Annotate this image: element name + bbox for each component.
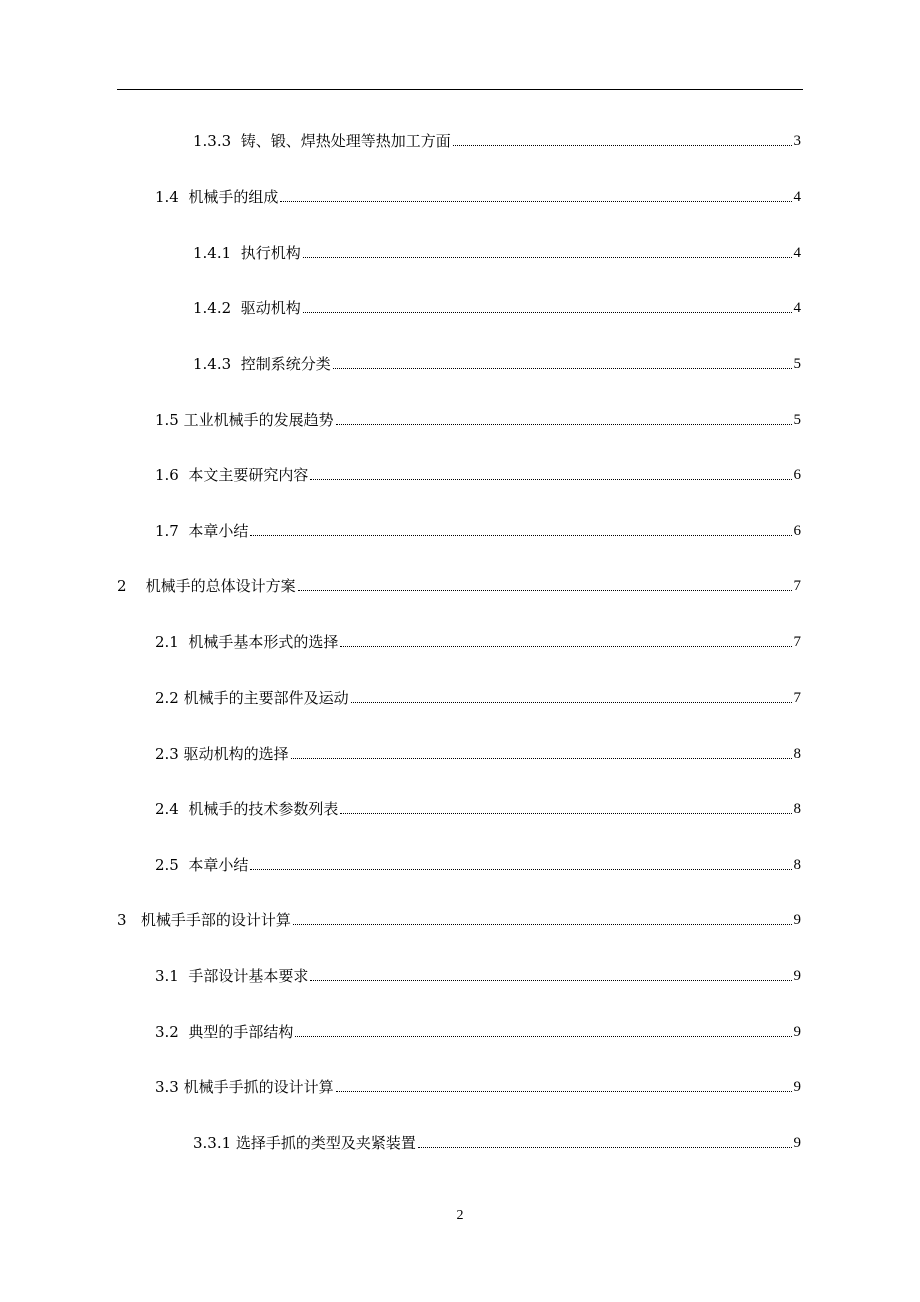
header-rule: [117, 89, 803, 90]
toc-entry[interactable]: [117, 906, 801, 930]
toc-dot-leader: [295, 1036, 791, 1037]
toc-entry-page: 5: [793, 356, 801, 372]
toc-entry[interactable]: [155, 461, 801, 485]
toc-entry[interactable]: [155, 851, 801, 875]
toc-entry[interactable]: [155, 183, 801, 207]
toc-entry[interactable]: [193, 1129, 801, 1153]
toc-entry[interactable]: [155, 1018, 801, 1042]
toc-entry-page: 9: [793, 1079, 801, 1095]
toc-dot-leader: [291, 758, 792, 759]
toc-entry-page: 8: [793, 746, 801, 762]
toc-entry-label: 1.7 本章小结: [155, 522, 249, 540]
toc-entry-page: 7: [793, 634, 801, 650]
toc-dot-leader: [351, 702, 792, 703]
toc-dot-leader: [336, 424, 792, 425]
toc-dot-leader: [250, 869, 791, 870]
toc-dot-leader: [333, 368, 792, 369]
toc-entry[interactable]: [117, 572, 801, 596]
toc-entry-label: 3.2 典型的手部结构: [155, 1023, 294, 1041]
page-number: 2: [456, 1208, 464, 1223]
toc-entry-page: 8: [793, 857, 801, 873]
toc-entry-page: 3: [793, 133, 801, 149]
toc-entry-label: 3.1 手部设计基本要求: [155, 967, 309, 985]
toc-entry-label: 1.5 工业机械手的发展趋势: [155, 411, 334, 429]
toc-dot-leader: [340, 813, 791, 814]
toc-entry-label: 2.5 本章小结: [155, 856, 249, 874]
toc-entry-label: 1.4.2 驱动机构: [193, 299, 301, 317]
toc-entry[interactable]: [193, 350, 801, 374]
toc-entry-page: 7: [793, 578, 801, 594]
toc-entry-page: 9: [793, 912, 801, 928]
toc-entry[interactable]: [155, 406, 801, 430]
toc-entry[interactable]: [193, 127, 801, 151]
toc-entry-page: 9: [793, 1135, 801, 1151]
toc-entry-page: 8: [793, 801, 801, 817]
toc-dot-leader: [303, 257, 792, 258]
toc-entry[interactable]: [155, 740, 801, 764]
toc-entry-label: 2.3 驱动机构的选择: [155, 745, 289, 763]
toc-entry-label: 1.4 机械手的组成: [155, 188, 279, 206]
toc-entry-page: 9: [793, 1024, 801, 1040]
toc-entry-page: 6: [793, 523, 801, 539]
toc-entry-page: 4: [793, 245, 801, 261]
toc-entry-label: 3.3.1 选择手抓的类型及夹紧装置: [193, 1134, 416, 1152]
toc-dot-leader: [310, 479, 791, 480]
toc-entry-page: 4: [793, 189, 801, 205]
toc-entry-label: 2.4 机械手的技术参数列表: [155, 800, 339, 818]
toc-dot-leader: [280, 201, 791, 202]
toc-entry-label: 1.4.1 执行机构: [193, 244, 301, 262]
toc-entry-label: 3.3 机械手手抓的设计计算: [155, 1078, 334, 1096]
toc-entry-label: 2.2 机械手的主要部件及运动: [155, 689, 349, 707]
toc-entry-page: 7: [793, 690, 801, 706]
toc-dot-leader: [310, 980, 791, 981]
toc-entry-label: 3 机械手手部的设计计算: [117, 911, 291, 929]
toc-dot-leader: [298, 590, 792, 591]
toc-entry-page: 5: [793, 412, 801, 428]
toc-entry[interactable]: [155, 795, 801, 819]
toc-entry-label: 1.4.3 控制系统分类: [193, 355, 331, 373]
toc-dot-leader: [250, 535, 791, 536]
toc-dot-leader: [336, 1091, 792, 1092]
toc-entry[interactable]: [193, 294, 801, 318]
toc-entry-label: 2 机械手的总体设计方案: [117, 577, 296, 595]
toc-entry-page: 4: [793, 300, 801, 316]
toc-entry[interactable]: [155, 684, 801, 708]
toc-entry-label: 1.3.3 铸、锻、焊热处理等热加工方面: [193, 132, 451, 150]
toc-entry-page: 9: [793, 968, 801, 984]
toc-entry-label: 2.1 机械手基本形式的选择: [155, 633, 339, 651]
toc-dot-leader: [418, 1147, 792, 1148]
toc-entry[interactable]: [193, 239, 801, 263]
toc-dot-leader: [303, 312, 792, 313]
toc-entry-page: 6: [793, 467, 801, 483]
toc-entry-label: 1.6 本文主要研究内容: [155, 466, 309, 484]
toc-dot-leader: [453, 145, 792, 146]
toc-entry[interactable]: [155, 1073, 801, 1097]
toc-entry[interactable]: [155, 628, 801, 652]
toc-dot-leader: [293, 924, 792, 925]
toc-dot-leader: [340, 646, 791, 647]
toc-entry[interactable]: [155, 962, 801, 986]
toc-entry[interactable]: [155, 517, 801, 541]
